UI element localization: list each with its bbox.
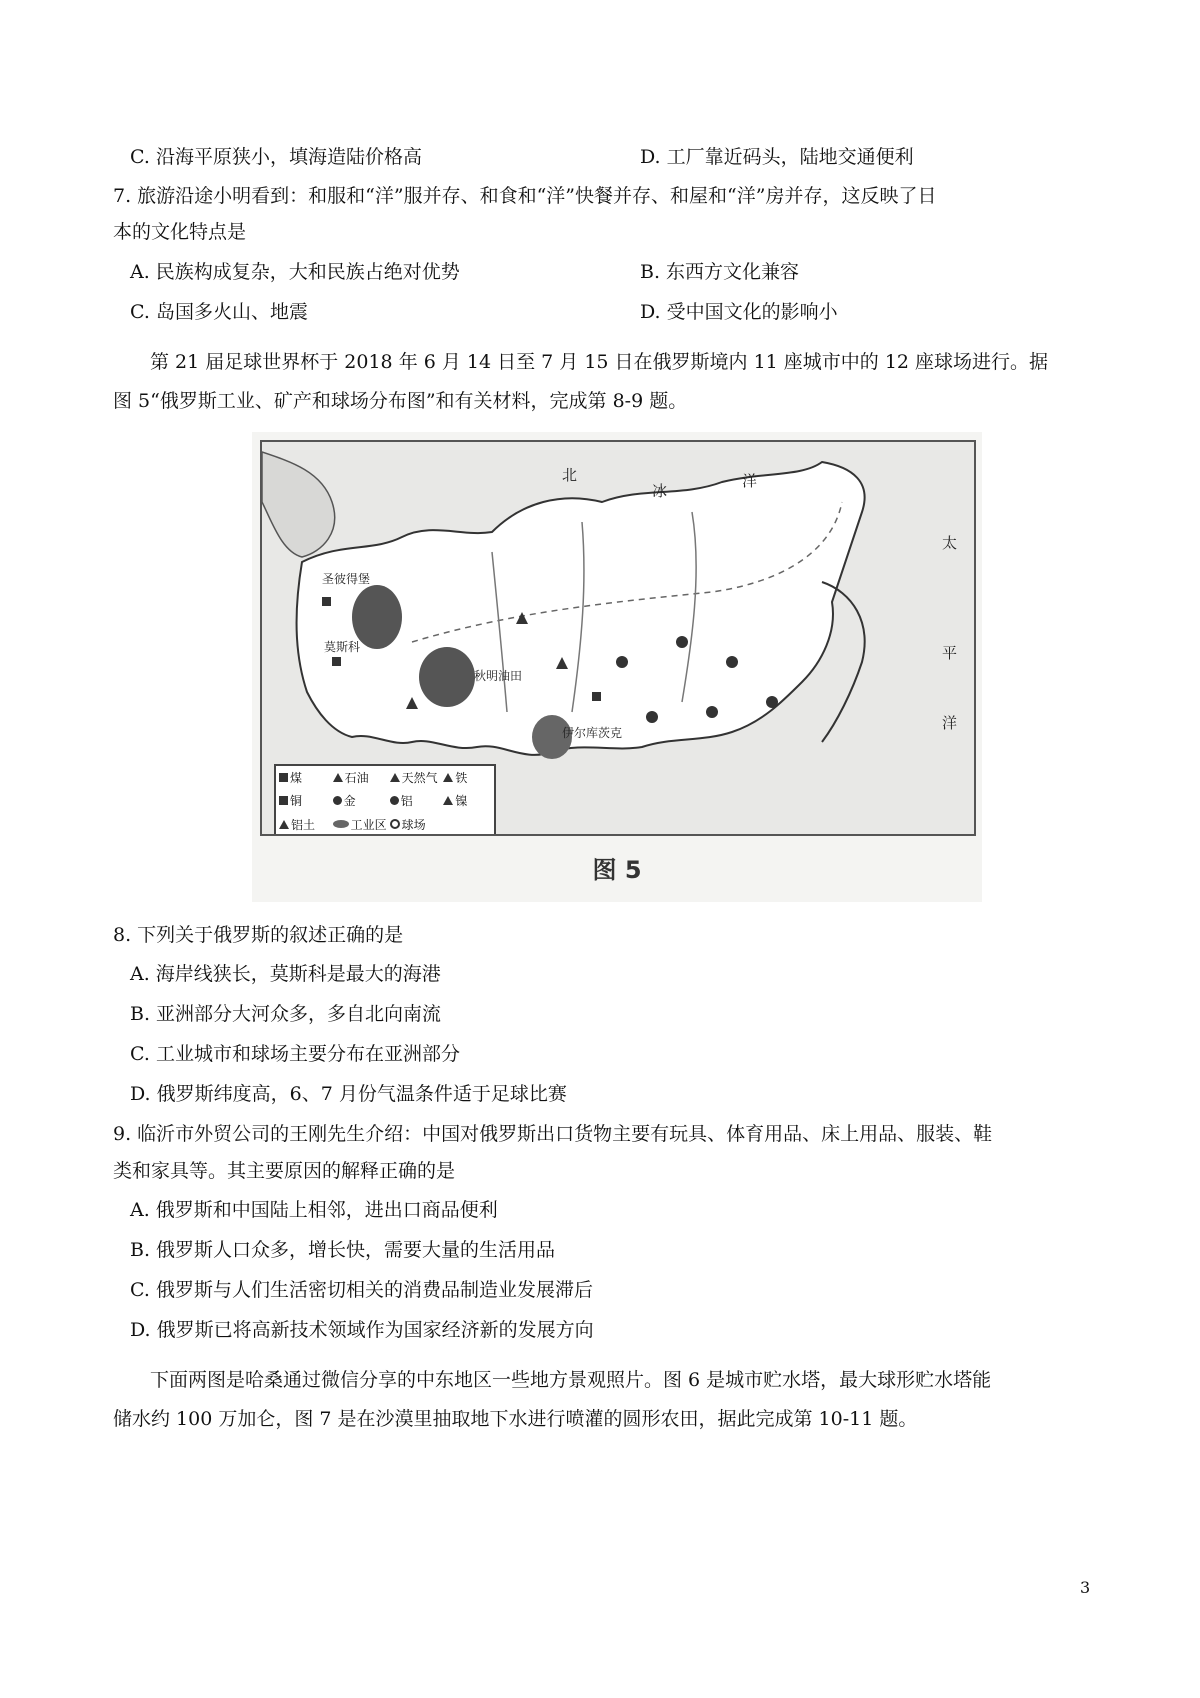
intro-8-9-line1: 第 21 届足球世界杯于 2018 年 6 月 14 日至 7 月 15 日在俄罗斯境内 11 座城市中的 12 座球场进行。据 [150,351,1049,373]
map-label-irkutsk: 伊尔库茨克 [562,726,623,740]
q7-stem-line2: 本的文化特点是 [113,221,247,243]
map-label-pacific-2: 平 [942,644,958,662]
coal-icon [279,773,288,782]
q9-stem-line1: 9. 临沂市外贸公司的王刚先生介绍：中国对俄罗斯出口货物主要有玩具、体育用品、床上用品、服装、鞋 [113,1123,993,1145]
map-label-tyumen: 秋明油田 [474,669,523,683]
intro-8-9-line2: 图 5“俄罗斯工业、矿产和球场分布图”和有关材料，完成第 8-9 题。 [113,390,688,412]
aluminium-icon [390,796,399,805]
q8-option-c: C. 工业城市和球场主要分布在亚洲部分 [130,1043,460,1065]
intro-10-11-line2: 储水约 100 万加仑，图 7 是在沙漠里抽取地下水进行喷灌的圆形农田，据此完成第 10-11 题。 [113,1408,918,1430]
legend-gold: 金 [330,789,387,812]
map-label-arctic-1: 北 [562,466,578,484]
q9-stem-line2: 类和家具等。其主要原因的解释正确的是 [113,1160,456,1182]
figure-5-caption: 图 5 [592,856,642,884]
q6-option-d: D. 工厂靠近码头，陆地交通便利 [640,146,914,168]
q8-option-d: D. 俄罗斯纬度高，6、7 月份气温条件适于足球比赛 [130,1083,567,1105]
map-label-pacific-1: 太 [942,534,958,552]
legend-iron: 铁 [440,766,494,789]
bauxite-icon [279,820,289,829]
industrial-zone-icon [333,820,349,828]
iron-icon [443,773,453,782]
stadium-icon [390,819,400,829]
map-legend [274,764,496,836]
oil-icon [333,773,343,782]
map-label-st-petersburg: 圣彼得堡 [322,572,371,586]
legend-copper: 铜 [276,789,330,812]
q9-option-d: D. 俄罗斯已将高新技术领域作为国家经济新的发展方向 [130,1319,594,1341]
intro-10-11-line1: 下面两图是哈桑通过微信分享的中东地区一些地方景观照片。图 6 是城市贮水塔，最大球形贮水塔能 [150,1369,992,1391]
map-label-pacific-3: 洋 [942,714,958,732]
q8-option-a: A. 海岸线狭长，莫斯科是最大的海港 [130,963,441,985]
map-label-arctic-3: 洋 [742,472,758,490]
q9-option-c: C. 俄罗斯与人们生活密切相关的消费品制造业发展滞后 [130,1279,593,1301]
q7-option-b: B. 东西方文化兼容 [640,261,800,283]
legend-industrial-zone: 工业区 [330,813,387,836]
legend-coal: 煤 [276,766,330,789]
q8-stem: 8. 下列关于俄罗斯的叙述正确的是 [113,924,404,946]
gas-icon [390,773,400,782]
q9-option-b: B. 俄罗斯人口众多，增长快，需要大量的生活用品 [130,1239,556,1261]
figure-5-russia-map [252,432,982,902]
map-label-moscow: 莫斯科 [324,640,361,654]
nickel-icon [443,796,453,805]
q7-option-d: D. 受中国文化的影响小 [640,301,838,323]
q7-option-a: A. 民族构成复杂，大和民族占绝对优势 [130,261,460,283]
legend-nickel: 镍 [440,789,494,812]
q7-option-c: C. 岛国多火山、地震 [130,301,308,323]
industrial-zone-ural [419,647,475,707]
map-frame [260,440,976,836]
q9-option-a: A. 俄罗斯和中国陆上相邻，进出口商品便利 [130,1199,498,1221]
map-label-arctic-2: 冰 [652,482,668,500]
gold-icon [333,796,342,805]
legend-oil: 石油 [330,766,387,789]
legend-stadium: 球场 [387,813,441,836]
page-number: 3 [1080,1578,1091,1597]
q7-stem-line1: 7. 旅游沿途小明看到：和服和“洋”服并存、和食和“洋”快餐并存、和屋和“洋”房并存，这反映了日 [113,185,937,207]
legend-aluminium: 铝 [387,789,441,812]
q6-option-c: C. 沿海平原狭小，填海造陆价格高 [130,146,422,168]
copper-icon [279,796,288,805]
legend-bauxite: 铝土 [276,813,330,836]
legend-gas: 天然气 [387,766,441,789]
q8-option-b: B. 亚洲部分大河众多，多自北向南流 [130,1003,442,1025]
